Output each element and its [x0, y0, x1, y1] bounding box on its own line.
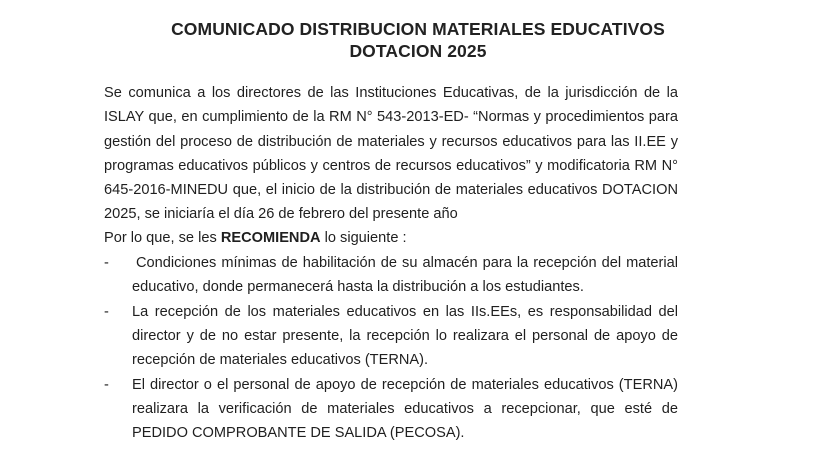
- recommend-line: [104, 229, 407, 247]
- bullet-3-marker: -: [104, 377, 109, 393]
- document-title-line-2: DOTACION 2025: [349, 41, 487, 61]
- recommend-prefix: Por lo que, se les: [104, 230, 221, 246]
- bullet-3-line-3: PEDIDO COMPROBANTE DE SALIDA (PECOSA).: [132, 425, 465, 441]
- intro-line-3: gestión del proceso de distribución de materiales y recursos educativos para las II.EE y: [104, 134, 678, 150]
- recommend-keyword: RECOMIENDA: [220, 230, 321, 246]
- intro-line-1: Se comunica a los directores de las Instituciones Educativas, de la jurisdicción de la: [104, 85, 678, 101]
- bullet-1-line-1: Condiciones mínimas de habilitación de su almacén para la recepción del material: [136, 255, 678, 271]
- bullet-3-line-1: El director o el personal de apoyo de recepción de materiales educativos (TERNA): [132, 377, 678, 393]
- intro-line-6: 2025, se iniciaría el día 26 de febrero del presente año: [104, 206, 458, 222]
- bullet-2-line-1: La recepción de los materiales educativos en las IIs.EEs, es responsabilidad del: [132, 304, 678, 320]
- bullet-2-line-2: director y de no estar presente, la recepción lo realizara el personal de apoyo de: [132, 328, 678, 344]
- bullet-2-marker: -: [104, 304, 109, 320]
- bullet-2-line-3: recepción de materiales educativos (TERNA).: [132, 352, 429, 368]
- bullet-1-line-2: educativo, donde permanecerá hasta la distribución a los estudiantes.: [132, 279, 584, 295]
- intro-line-5: 645-2016-MINEDU que, el inicio de la distribución de materiales educativos DOTACION: [104, 182, 678, 198]
- bullet-3-line-2: realizara la verificación de materiales educativos a recepcionar, que esté de: [132, 401, 678, 417]
- intro-line-4: programas educativos públicos y centros de recursos educativos” y modificatoria RM N°: [104, 158, 678, 174]
- document-title-line-1: COMUNICADO DISTRIBUCION MATERIALES EDUCATIVOS: [171, 19, 665, 39]
- bullet-1-marker: -: [104, 255, 109, 271]
- recommend-suffix: lo siguiente :: [320, 230, 407, 246]
- intro-line-2: ISLAY que, en cumplimiento de la RM N° 543-2013-ED- “Normas y procedimientos para: [104, 109, 678, 125]
